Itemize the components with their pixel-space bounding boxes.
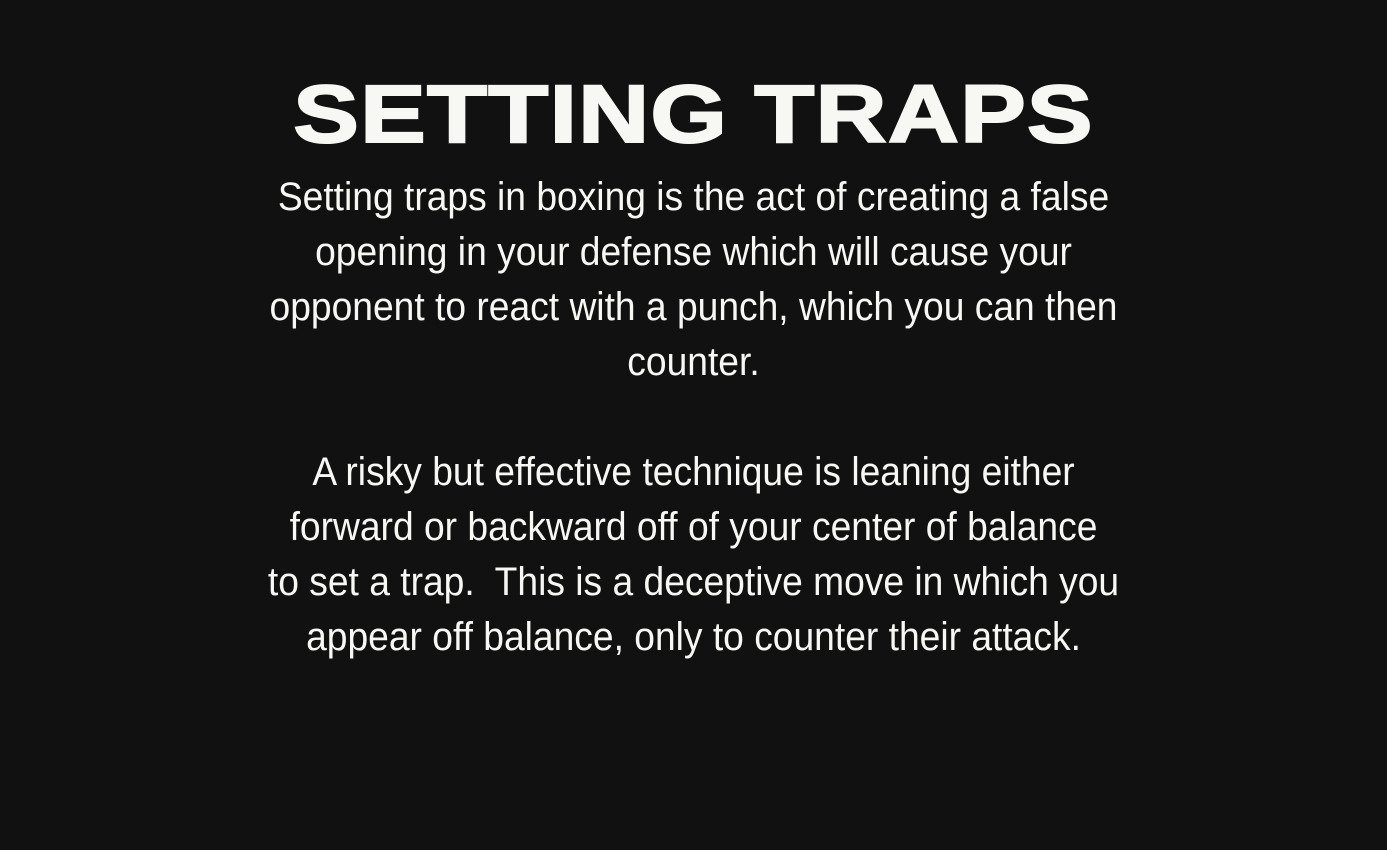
title-row	[0, 70, 1387, 160]
paragraph-technique	[49, 445, 1339, 665]
text-line: to set a trap. This is a deceptive move in which you	[267, 560, 1120, 604]
text-line: appear off balance, only to counter their attack.	[306, 615, 1081, 659]
text-line: opening in your defense which will cause your	[315, 230, 1072, 274]
text-line: forward or backward off of your center of balance	[289, 505, 1098, 549]
text-line: A risky but effective technique is leaning either	[312, 450, 1075, 494]
slide	[0, 70, 1387, 850]
text-line: Setting traps in boxing is the act of creating a false	[277, 175, 1110, 219]
text-line: counter.	[627, 340, 760, 384]
slide-body	[49, 170, 1339, 665]
paragraph-definition	[49, 170, 1339, 390]
page-title: SETTING TRAPS	[293, 69, 1094, 160]
text-line: opponent to react with a punch, which you can then	[269, 285, 1118, 329]
